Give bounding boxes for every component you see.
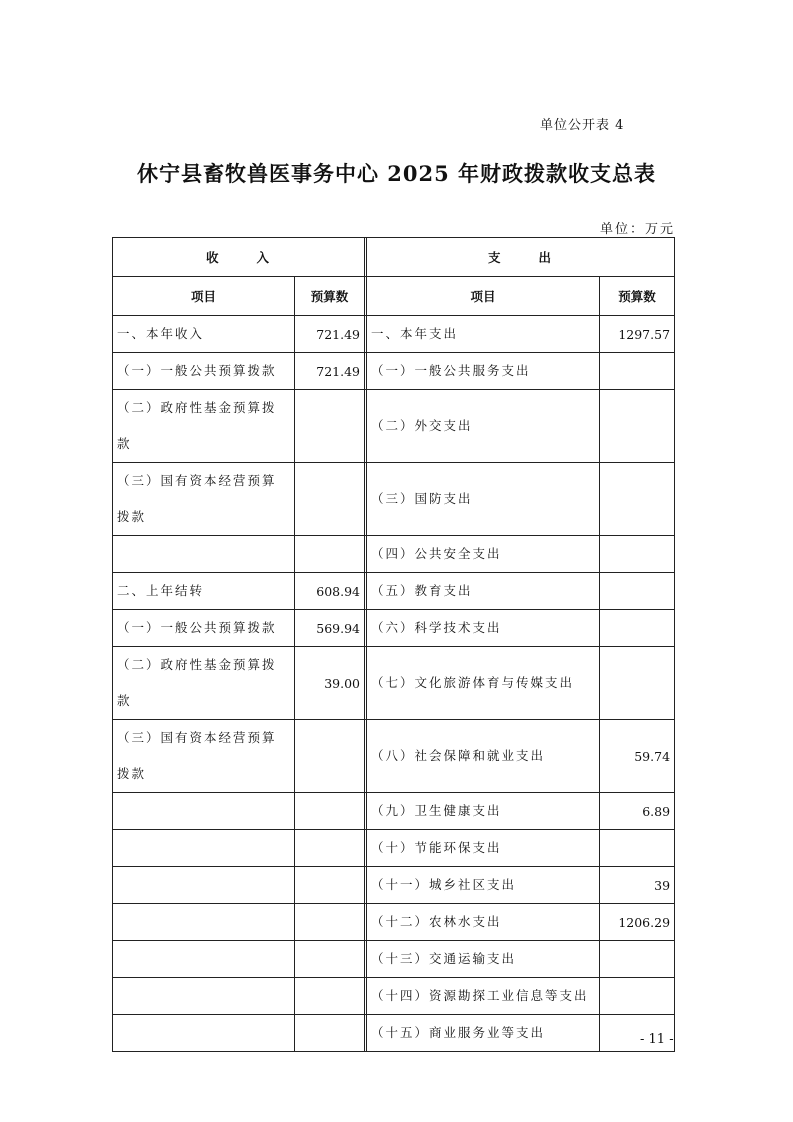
unit-label: 单位：万元 bbox=[600, 222, 676, 237]
page-number: - 11 - bbox=[640, 1032, 674, 1047]
expense-value-cell bbox=[600, 647, 675, 720]
expense-item-cell: （二）外交支出 bbox=[367, 390, 600, 463]
expense-value-cell: 6.89 bbox=[600, 793, 675, 830]
income-value-cell bbox=[295, 830, 365, 867]
expense-value-cell: 39 bbox=[600, 867, 675, 904]
table-row bbox=[113, 793, 675, 830]
table-row bbox=[113, 647, 675, 720]
expense-item-cell: （九）卫生健康支出 bbox=[367, 793, 600, 830]
expense-section-header: 支出 bbox=[367, 238, 675, 277]
income-value-cell bbox=[295, 536, 365, 573]
expense-item-cell: （十四）资源勘探工业信息等支出 bbox=[367, 978, 600, 1015]
table-row bbox=[113, 867, 675, 904]
table-row bbox=[113, 978, 675, 1015]
income-item-cell: 一、本年收入 bbox=[113, 316, 295, 353]
income-item-cell: （二）政府性基金预算拨款 bbox=[113, 647, 295, 720]
expense-item-cell: （一）一般公共服务支出 bbox=[367, 353, 600, 390]
form-number: 单位公开表 4 bbox=[540, 118, 625, 133]
income-value-cell: 608.94 bbox=[295, 573, 365, 610]
expense-item-cell: （八）社会保障和就业支出 bbox=[367, 720, 600, 793]
income-value-cell bbox=[295, 867, 365, 904]
income-item-cell bbox=[113, 904, 295, 941]
income-item-cell: （二）政府性基金预算拨款 bbox=[113, 390, 295, 463]
table-row bbox=[113, 610, 675, 647]
table-row bbox=[113, 573, 675, 610]
expense-value-cell bbox=[600, 390, 675, 463]
table-row bbox=[113, 830, 675, 867]
expense-value-cell bbox=[600, 941, 675, 978]
table-row bbox=[113, 353, 675, 390]
income-item-cell bbox=[113, 536, 295, 573]
income-item-cell bbox=[113, 978, 295, 1015]
income-budget-header: 预算数 bbox=[295, 277, 365, 316]
expense-item-cell: （三）国防支出 bbox=[367, 463, 600, 536]
income-value-cell: 721.49 bbox=[295, 316, 365, 353]
expense-item-cell: （五）教育支出 bbox=[367, 573, 600, 610]
income-item-cell bbox=[113, 793, 295, 830]
budget-table bbox=[112, 237, 675, 1052]
income-value-cell bbox=[295, 978, 365, 1015]
section-header-row bbox=[113, 238, 675, 277]
income-item-cell: 二、上年结转 bbox=[113, 573, 295, 610]
income-value-cell bbox=[295, 793, 365, 830]
expense-item-cell: 一、本年支出 bbox=[367, 316, 600, 353]
table-row bbox=[113, 390, 675, 463]
income-item-cell bbox=[113, 1015, 295, 1052]
column-header-row bbox=[113, 277, 675, 316]
income-value-cell bbox=[295, 390, 365, 463]
income-item-cell bbox=[113, 867, 295, 904]
expense-value-cell bbox=[600, 353, 675, 390]
expense-value-cell: 1297.57 bbox=[600, 316, 675, 353]
table-row bbox=[113, 904, 675, 941]
expense-item-cell: （十一）城乡社区支出 bbox=[367, 867, 600, 904]
income-item-cell: （三）国有资本经营预算拨款 bbox=[113, 720, 295, 793]
expense-value-cell: 1206.29 bbox=[600, 904, 675, 941]
expense-item-cell: （十五）商业服务业等支出 bbox=[367, 1015, 600, 1052]
table-row bbox=[113, 463, 675, 536]
expense-item-cell: （十三）交通运输支出 bbox=[367, 941, 600, 978]
income-item-cell: （一）一般公共预算拨款 bbox=[113, 610, 295, 647]
income-value-cell bbox=[295, 941, 365, 978]
table-body bbox=[113, 316, 675, 1052]
expense-item-cell: （六）科学技术支出 bbox=[367, 610, 600, 647]
expense-item-cell: （十）节能环保支出 bbox=[367, 830, 600, 867]
income-item-header: 项目 bbox=[113, 277, 295, 316]
income-item-cell: （一）一般公共预算拨款 bbox=[113, 353, 295, 390]
income-value-cell: 721.49 bbox=[295, 353, 365, 390]
expense-value-cell: 59.74 bbox=[600, 720, 675, 793]
table-row bbox=[113, 536, 675, 573]
table-row bbox=[113, 1015, 675, 1052]
expense-value-cell bbox=[600, 463, 675, 536]
income-value-cell: 39.00 bbox=[295, 647, 365, 720]
income-value-cell bbox=[295, 720, 365, 793]
expense-budget-header: 预算数 bbox=[600, 277, 675, 316]
income-item-cell bbox=[113, 830, 295, 867]
expense-value-cell bbox=[600, 573, 675, 610]
income-section-header: 收入 bbox=[113, 238, 365, 277]
income-value-cell: 569.94 bbox=[295, 610, 365, 647]
income-value-cell bbox=[295, 1015, 365, 1052]
table-row bbox=[113, 941, 675, 978]
expense-value-cell bbox=[600, 536, 675, 573]
expense-item-cell: （四）公共安全支出 bbox=[367, 536, 600, 573]
expense-value-cell bbox=[600, 978, 675, 1015]
income-item-cell bbox=[113, 941, 295, 978]
table-row bbox=[113, 720, 675, 793]
expense-value-cell bbox=[600, 610, 675, 647]
income-item-cell: （三）国有资本经营预算拨款 bbox=[113, 463, 295, 536]
expense-value-cell bbox=[600, 830, 675, 867]
table-row bbox=[113, 316, 675, 353]
expense-item-cell: （七）文化旅游体育与传媒支出 bbox=[367, 647, 600, 720]
page-title: 休宁县畜牧兽医事务中心 2025 年财政拨款收支总表 bbox=[136, 161, 657, 186]
expense-item-cell: （十二）农林水支出 bbox=[367, 904, 600, 941]
income-value-cell bbox=[295, 904, 365, 941]
income-value-cell bbox=[295, 463, 365, 536]
expense-item-header: 项目 bbox=[367, 277, 600, 316]
